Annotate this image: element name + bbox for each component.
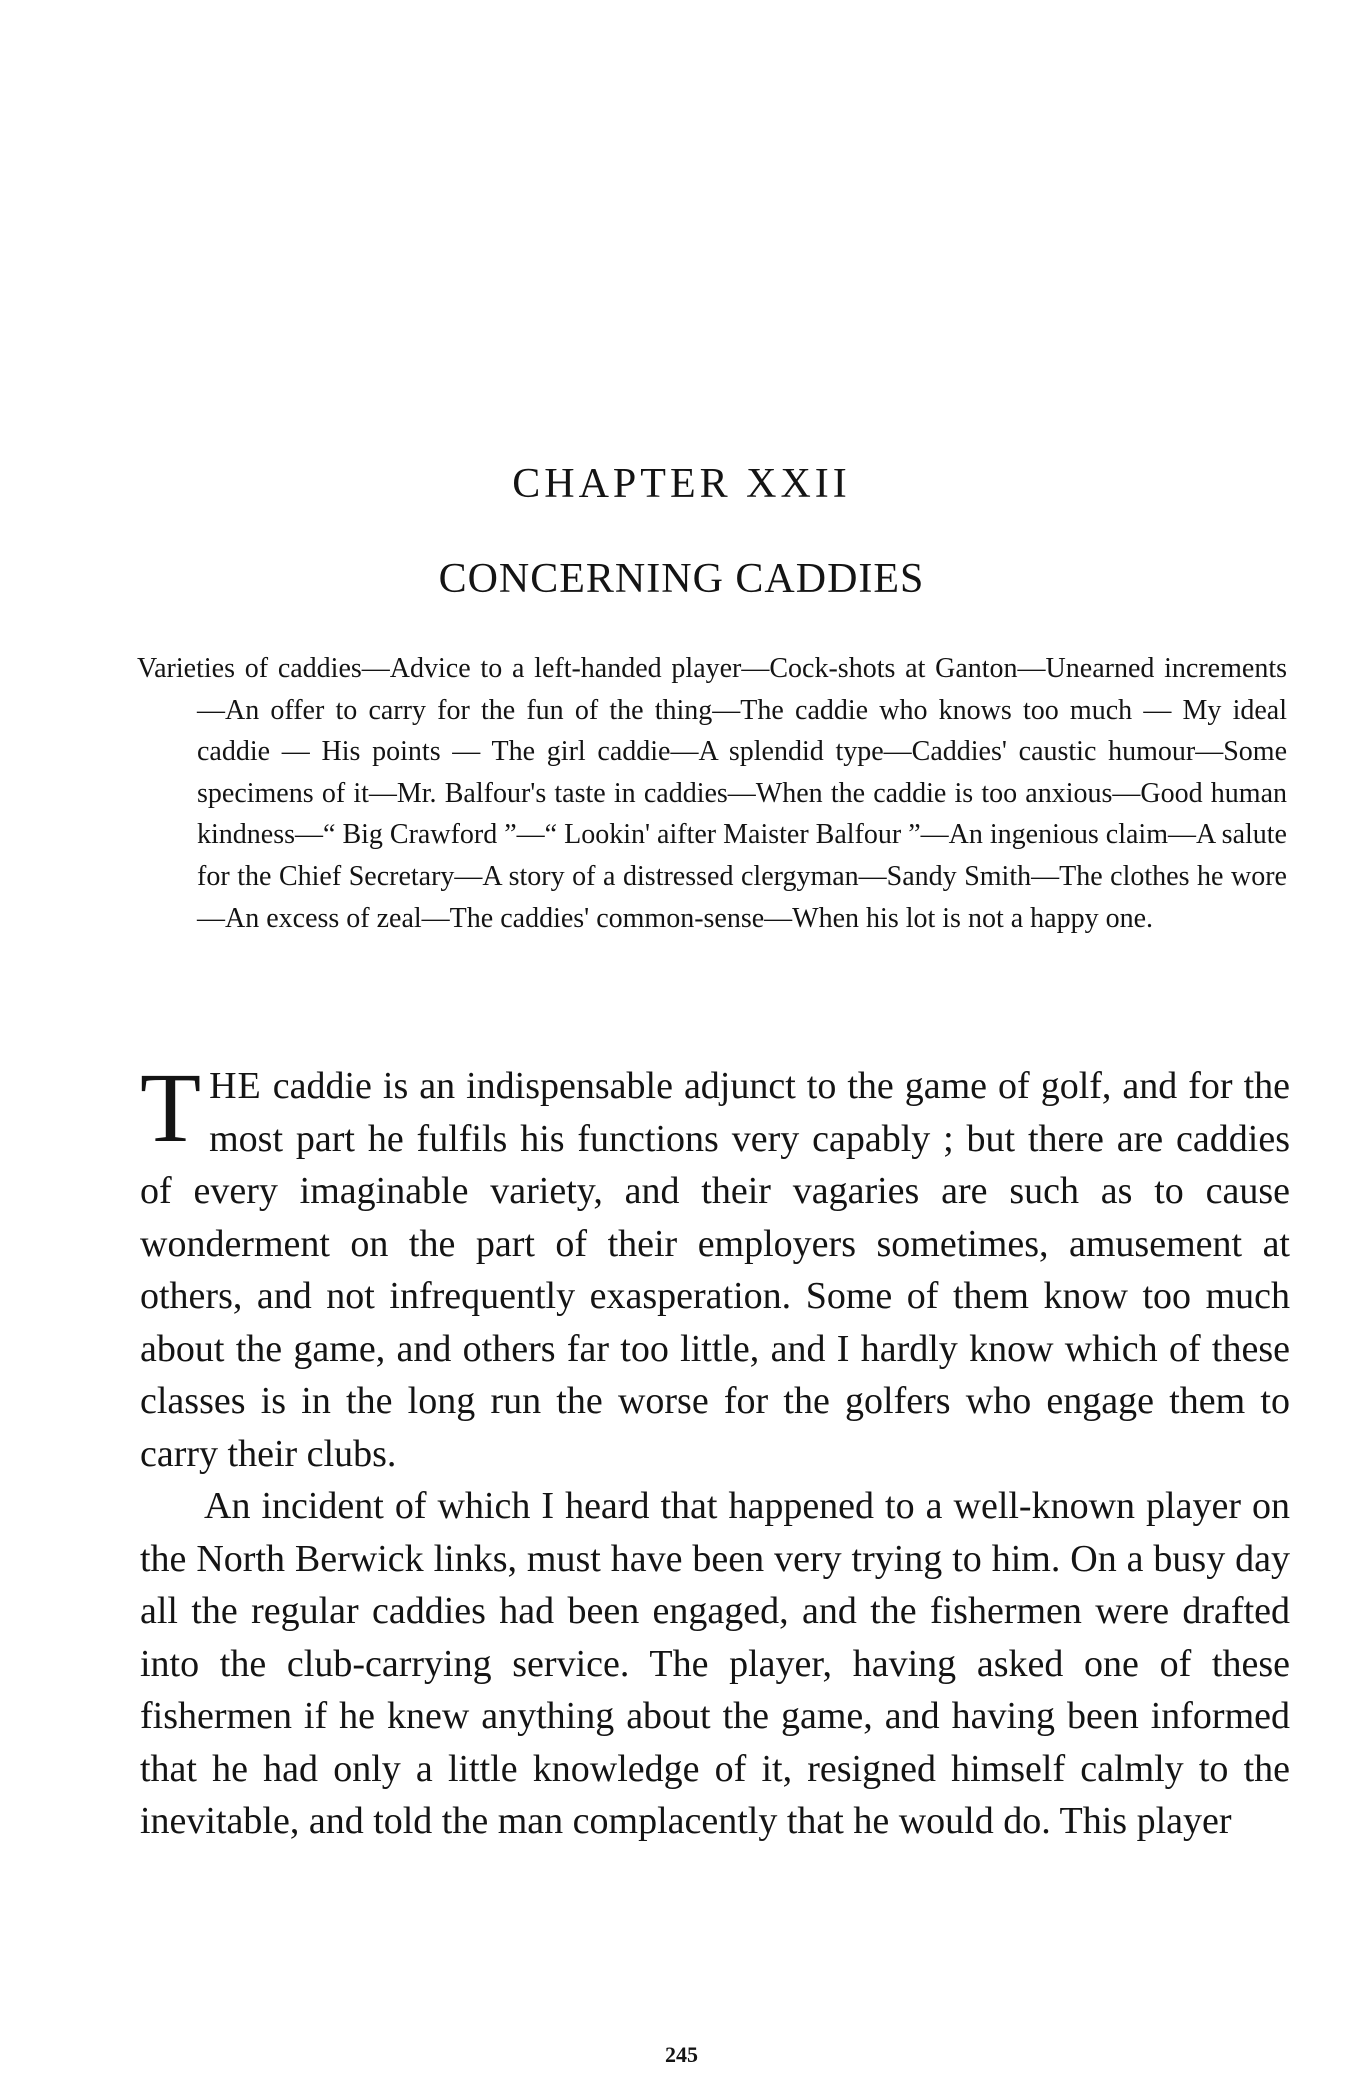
- paragraph-lead: HE: [209, 1065, 262, 1107]
- chapter-number: CHAPTER XXII: [512, 461, 851, 507]
- page-number: 245: [665, 2042, 698, 2067]
- body-text: [140, 1052, 1290, 1848]
- chapter-title: CONCERNING CADDIES: [438, 556, 925, 602]
- paragraph-1-text: caddie is an indispensable adjunct to the game of golf, and for the most part he fulfils his functions very capably ; but there are caddies of every imaginable variety, and their vagaries are such as to cause wonderment on the part of their employers sometimes, amusement at others, and not infrequently exasperation. Some of them know too much about the game, and others far too little, and I hardly know which of these classes is in the long run the worse for the golfers who engage them to carry their clubs.: [140, 1065, 1290, 1475]
- paragraph-1: [140, 1052, 1290, 1480]
- paragraph-2: An incident of which I heard that happened to a well-known player on the North Berwick links, must have been very trying to him. On a busy day all the regular caddies had been engaged, and the fishermen were drafted into the club-carrying service. The player, having asked one of these fishermen if he knew anything about the game, and having been informed that he had only a little knowledge of it, resigned himself calmly to the inevitable, and told the man complacently that he would do. This player: [140, 1485, 1290, 1842]
- chapter-synopsis: Varieties of caddies—Advice to a left-handed player—Cock-shots at Ganton—Unearned increments—An offer to carry for the fun of the thing—The caddie who knows too much — My ideal caddie — His points — The girl caddie—A splendid type—Caddies' caustic humour—Some specimens of it—Mr. Balfour's taste in caddies—When the caddie is too anxious—Good human kindness—“ Big Crawford ”—“ Lookin' aifter Maister Balfour ”—An ingenious claim—A salute for the Chief Secretary—A story of a distressed clergyman—Sandy Smith—The clothes he wore—An excess of zeal—The caddies' common-sense—When his lot is not a happy one.: [137, 653, 1287, 934]
- drop-cap: T: [140, 1052, 202, 1163]
